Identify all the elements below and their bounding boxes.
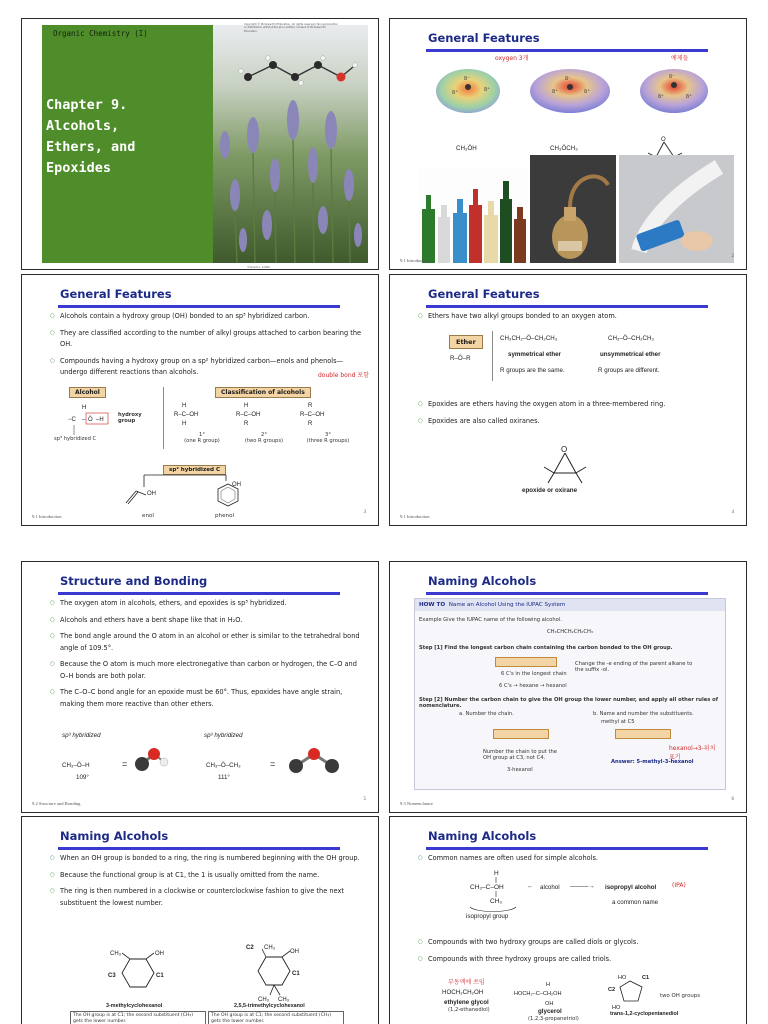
svg-text:HO: HO: [618, 975, 627, 981]
svg-text:C1: C1: [642, 975, 650, 981]
title-line-2: Ethers, and: [46, 139, 136, 155]
how-to-text: Name an Alcohol Using the IUPAC System: [448, 602, 566, 608]
step-2: Step [2] Number the carbon chain to give the OH group the lower number, and apply all other rules of nomenclature.: [419, 697, 719, 709]
svg-text:CH₃–C–OH: CH₃–C–OH: [470, 884, 504, 891]
svg-text:CH₃: CH₃: [278, 997, 290, 1003]
svg-text:C2: C2: [608, 987, 616, 993]
methanol-formula: CH₃ÖH: [456, 145, 477, 152]
delta-plus-2: δ⁺: [484, 87, 490, 93]
bullet-item: ○ The bond angle around the O atom in an alcohol or ether is similar to the tetrahedral bond angle of 109.5°.: [50, 631, 364, 654]
dimethyl-ether-formula: CH₃ÖCH₃: [550, 145, 578, 152]
title-line-3: Epoxides: [46, 160, 112, 176]
name-trimethylcyclohexanol: 2,5,5-trimethylcyclohexanol: [234, 1003, 305, 1009]
slide-footer: 9.3 Nomenclature: [400, 801, 433, 806]
slide-4: [389, 274, 747, 526]
classification-label: Classification of alcohols: [215, 387, 311, 398]
slide-title: Structure and Bonding: [60, 574, 208, 588]
course-label: Organic Chemistry (I): [53, 29, 148, 38]
page-number: 3: [363, 510, 366, 515]
bullet-list-2: [418, 937, 732, 970]
svg-text:OH: OH: [155, 951, 164, 957]
bullet-list: [50, 598, 364, 715]
degree-desc: (two R groups): [244, 438, 284, 444]
bullet-item: ○ When an OH group is bonded to a ring, the ring is numbered beginning with the OH group.: [50, 853, 364, 865]
annotation-hexanol: hexanol→3-위치 표기: [669, 745, 716, 761]
title-rule: [426, 592, 708, 595]
phenol-label: phenol: [215, 513, 235, 519]
page-number: 4: [731, 510, 734, 515]
bullet-item: ○ Because the functional group is at C1, the 1 is usually omitted from the name.: [50, 870, 364, 882]
bullet-item: ○ Common names are often used for simple alcohols.: [418, 853, 732, 865]
step-2b: b. Name and number the substituents.: [593, 711, 694, 717]
annotation-double-bond: double bond 포함: [318, 372, 369, 379]
cyclopentanediol-label: trans-1,2-cyclopentanediol: [610, 1011, 679, 1017]
delta-minus-3: δ⁻: [669, 74, 675, 80]
svg-text:C1: C1: [156, 973, 164, 979]
svg-text:OH: OH: [545, 1001, 554, 1007]
two-oh-groups-label: two OH groups: [660, 993, 701, 999]
title-rule: [58, 847, 340, 850]
electrostatic-maps: [430, 59, 730, 141]
symmetrical-ether-formula: CH₃CH₂–Ö–CH₂CH₃: [500, 335, 558, 342]
unsymmetrical-ether-desc: R groups are different.: [598, 367, 660, 374]
delta-plus-6: δ⁺: [686, 94, 692, 100]
lavender-photo: [213, 25, 368, 263]
3-methylcyclohexanol-structure: [102, 949, 182, 999]
alcohol-word: alcohol: [540, 884, 560, 891]
propanetriol-label: (1,2,3-propanetriol): [528, 1016, 579, 1022]
ether-label: Ether: [449, 335, 483, 349]
step2a-note: Number the chain to put the OH group at C3, not C4.: [483, 749, 557, 761]
delta-plus-5: δ⁺: [658, 94, 664, 100]
ether-general-formula: R–Ö–R: [450, 355, 471, 362]
slide-5: [21, 561, 379, 813]
svg-text:R–C–OH: R–C–OH: [300, 412, 325, 418]
degree-label: 1°: [199, 432, 205, 438]
photo-credit: ©Grant L. Smith: [247, 265, 271, 269]
delta-plus-4: δ⁺: [584, 89, 590, 95]
degree-desc: (three R groups): [306, 438, 350, 444]
step1-chain-label: 6 C's in the longest chain: [501, 671, 567, 677]
triols-text: Compounds with three hydroxy groups are called triols.: [428, 954, 612, 963]
glue-photo: [619, 155, 734, 263]
enol-label: enol: [142, 513, 154, 519]
answer: Answer: 5-methyl-3-hexanol: [611, 759, 694, 765]
dimethyl-ether-ball-stick: [284, 740, 344, 780]
bullet-item: ○ The oxygen atom in alcohols, ethers, and epoxides is sp³ hybridized.: [50, 598, 364, 610]
symmetrical-ether-desc: R groups are the same.: [500, 367, 565, 374]
caption-1: The OH group is at C1; the second substituent (CH₃) gets the lower number.: [70, 1011, 206, 1024]
svg-text:C2: C2: [246, 945, 254, 951]
svg-text:R–C–OH: R–C–OH: [174, 412, 199, 418]
slide-footer: 9.1 Introduction: [400, 258, 430, 263]
bullet-item: ○ Epoxides are ethers having the oxygen atom in a three-membered ring.: [418, 399, 732, 411]
svg-text:O: O: [661, 137, 666, 143]
svg-text:Ö: Ö: [88, 417, 93, 423]
bullet-list: [50, 311, 364, 384]
slide-footer: 9.1 Introduction: [400, 514, 430, 519]
slide-title: Naming Alcohols: [60, 829, 169, 843]
step2b-chain-box: [615, 729, 671, 739]
step1-result: 6 C's → hexane → hexanol: [499, 683, 567, 689]
class-3-degree: [304, 432, 352, 444]
bullet-item: ○ They are classified according to the number of alkyl groups attached to carbon bearing the OH.: [50, 328, 364, 351]
svg-text:C1: C1: [292, 971, 300, 977]
bullet-list: [50, 853, 364, 914]
bullet-item: ○ The C–O–C bond angle for an epoxide must be 60°. Thus, epoxides have angle strain, making them more reactive than other ethers.: [50, 687, 364, 710]
methanol-ball-stick: [130, 740, 170, 780]
svg-text:H: H: [182, 421, 187, 427]
equals-sign: =: [122, 759, 128, 769]
step1-note: Change the -e ending of the parent alkane to the suffix -ol.: [575, 661, 693, 673]
divider-line: [163, 387, 164, 449]
ethylene-glycol-formula: HOCH₂CH₂OH: [442, 989, 484, 996]
degree-desc: (one R group): [184, 438, 220, 444]
title-rule: [58, 305, 340, 308]
class-2-degree: [242, 432, 286, 444]
cyclopentanediol-structure: [608, 971, 658, 1011]
slide-title: General Features: [428, 31, 540, 45]
slide-title: Naming Alcohols: [428, 574, 537, 588]
enol-phenol-structures: [118, 473, 258, 517]
alcohol-label: Alcohol: [69, 387, 106, 398]
angle-111: 111°: [218, 774, 230, 781]
bottles-photo: [418, 169, 528, 263]
step2a-result: 3-hexanol: [507, 767, 533, 773]
slide-footer: 9.2 Structure and Bonding: [32, 801, 81, 806]
svg-text:H: H: [494, 870, 499, 877]
slide-7: [21, 816, 379, 1024]
common-name-label: a common name: [612, 899, 659, 906]
svg-text:–H: –H: [96, 417, 104, 423]
slide-title: Naming Alcohols: [428, 829, 537, 843]
step1-chain-box: [495, 657, 557, 667]
delta-minus-1: δ⁻: [464, 76, 470, 82]
isopropyl-alcohol-structure: [466, 867, 536, 917]
isopropyl-alcohol-label: isopropyl alcohol: [605, 884, 657, 891]
sp3-label-1: sp³ hybridized: [62, 732, 101, 739]
bullet-list-1: [418, 311, 732, 328]
dimethyl-ether-structure: CH₃–Ö–CH₃: [206, 762, 241, 769]
example-line: Example Give the IUPAC name of the following alcohol.: [419, 617, 562, 623]
arrow-left: ←: [527, 883, 534, 890]
delta-plus-3: δ⁺: [552, 89, 558, 95]
degree-label: 3°: [325, 432, 331, 438]
how-to-box: [414, 598, 726, 790]
page-number: 2: [731, 254, 734, 259]
class-1-degree: [182, 432, 222, 444]
annotation-oxygen: oxygen 3개: [495, 55, 529, 62]
title-rule: [426, 49, 708, 52]
symmetrical-ether-label: symmetrical ether: [508, 351, 561, 358]
bullet-item: ○ The ring is then numbered in a clockwise or counterclockwise fashion to give the next substituent the lowest number.: [50, 886, 364, 909]
svg-text:R: R: [308, 421, 313, 427]
glycerol-structure: [512, 981, 582, 1011]
equals-sign: =: [270, 759, 276, 769]
delta-minus-2: δ⁻: [565, 76, 571, 82]
hydroxy-group-label: hydroxy group: [118, 412, 142, 424]
slide-1: [21, 18, 379, 270]
svg-text:−C: −C: [68, 417, 76, 423]
glycerol-label: glycerol: [538, 1008, 562, 1015]
ethanediol-label: (1,2-ethanediol): [448, 1007, 490, 1013]
svg-text:R: R: [308, 403, 313, 409]
svg-text:O: O: [561, 445, 568, 454]
slide-title: General Features: [428, 287, 540, 301]
sp3-label: sp³ hybridized C: [54, 436, 97, 442]
svg-text:CH₃: CH₃: [110, 951, 122, 957]
copyright-note: Copyright © McGraw-Hill Education. All rights reserved. No reproduction or distribution without the prior written consent of McGraw-Hill Education.: [244, 23, 339, 33]
degree-label: 2°: [261, 432, 267, 438]
svg-text:H: H: [182, 403, 187, 409]
sp3-label-2: sp³ hybridized: [204, 732, 243, 739]
title-rule: [58, 592, 340, 595]
title-line-1: Alcohols,: [46, 118, 120, 134]
annotation-antifreeze: 부동액에 쓰임: [448, 979, 485, 986]
bullet-item: ○ Compounds having a hydroxy group on a sp² hybridized carbon—enols and phenols—undergo different reactions than alcohols.: [50, 356, 364, 379]
methanol-structure: CH₃–Ö–H: [62, 762, 90, 769]
svg-text:OH: OH: [147, 491, 156, 497]
svg-text:–: –: [82, 417, 86, 423]
epoxide-structure: [530, 441, 600, 487]
svg-text:CH₃: CH₃: [264, 945, 276, 951]
slide-8: [389, 816, 747, 1024]
svg-text:C3: C3: [108, 973, 116, 979]
name-3-methylcyclohexanol: 3-methylcyclohexanol: [106, 1003, 163, 1009]
bullet-item: [418, 937, 732, 949]
epoxide-label: epoxide or oxirane: [522, 487, 578, 494]
svg-text:H: H: [82, 405, 87, 411]
page-number: 6: [731, 797, 734, 802]
arrow-right: ———→: [570, 883, 595, 890]
chapter-title: [46, 95, 135, 179]
unsymmetrical-ether-label: unsymmetrical ether: [600, 351, 661, 358]
bullet-item: ○ Epoxides are also called oxiranes.: [418, 416, 732, 428]
bullet-item: ○ Because the O atom is much more electronegative than carbon or hydrogen, the C–O and O–H bonds are both polar.: [50, 659, 364, 682]
step-2a: a. Number the chain.: [459, 711, 514, 717]
svg-text:CH₃: CH₃: [490, 898, 503, 905]
page-number: 5: [363, 797, 366, 802]
antiseptic-photo: [530, 155, 616, 263]
example-formula: CH₃CHCH₂CH₂CH₃: [547, 629, 593, 635]
how-to-label: HOW TO: [419, 602, 446, 608]
sp2-label: sp² hybridized C: [163, 465, 226, 475]
bullet-item: ○ Alcohols contain a hydroxy group (OH) bonded to an sp³ hybridized carbon.: [50, 311, 364, 323]
unsymmetrical-ether-formula: CH₃–Ö–CH₂CH₃: [608, 335, 654, 342]
methyl-note: methyl at C5: [601, 719, 635, 725]
svg-text:R–C–OH: R–C–OH: [236, 412, 261, 418]
svg-text:CH₃: CH₃: [258, 997, 270, 1003]
isopropyl-group-label: isopropyl group: [466, 913, 509, 920]
svg-text:HO: HO: [612, 1005, 621, 1011]
svg-text:HOCH₂–C–CH₂OH: HOCH₂–C–CH₂OH: [514, 991, 562, 997]
delta-plus-1: δ⁺: [452, 90, 458, 96]
ethylene-glycol-label: ethylene glycol: [444, 999, 489, 1006]
bullet-item: ○ Alcohols and ethers have a bent shape like that in H₂O.: [50, 615, 364, 627]
slide-footer: 9.1 Introduction: [32, 514, 62, 519]
how-to-header: [415, 599, 725, 611]
slide-6: [389, 561, 747, 813]
diols-text: Compounds with two hydroxy groups are called diols or glycols.: [428, 938, 639, 946]
angle-109: 109°: [76, 774, 89, 781]
slide-2: [389, 18, 747, 270]
annotation-examples: 예제들: [671, 55, 689, 62]
trimethylcyclohexanol-structure: [236, 943, 316, 1003]
ether-divider: [492, 331, 493, 381]
title-rule: [426, 305, 708, 308]
bullet-item: ○ Ethers have two alkyl groups bonded to an oxygen atom.: [418, 311, 732, 323]
svg-text:H: H: [546, 982, 551, 988]
annotation-ipa: (IPA): [672, 882, 686, 889]
svg-text:OH: OH: [290, 949, 299, 955]
slide-3: [21, 274, 379, 526]
step-1: Step [1] Find the longest carbon chain containing the carbon bonded to the OH group.: [419, 645, 673, 651]
title-rule: [426, 847, 708, 850]
step2a-chain-box: [493, 729, 549, 739]
slide-title: General Features: [60, 287, 172, 301]
svg-text:R: R: [244, 421, 249, 427]
chapter-number: Chapter 9.: [46, 97, 128, 113]
bullet-list-2: [418, 399, 732, 432]
svg-text:OH: OH: [232, 482, 241, 488]
caption-2: The OH group is at C1; the second substituent (CH₃) gets the lower number.: [208, 1011, 344, 1024]
bullet-item: [418, 954, 732, 966]
svg-text:H: H: [244, 403, 249, 409]
